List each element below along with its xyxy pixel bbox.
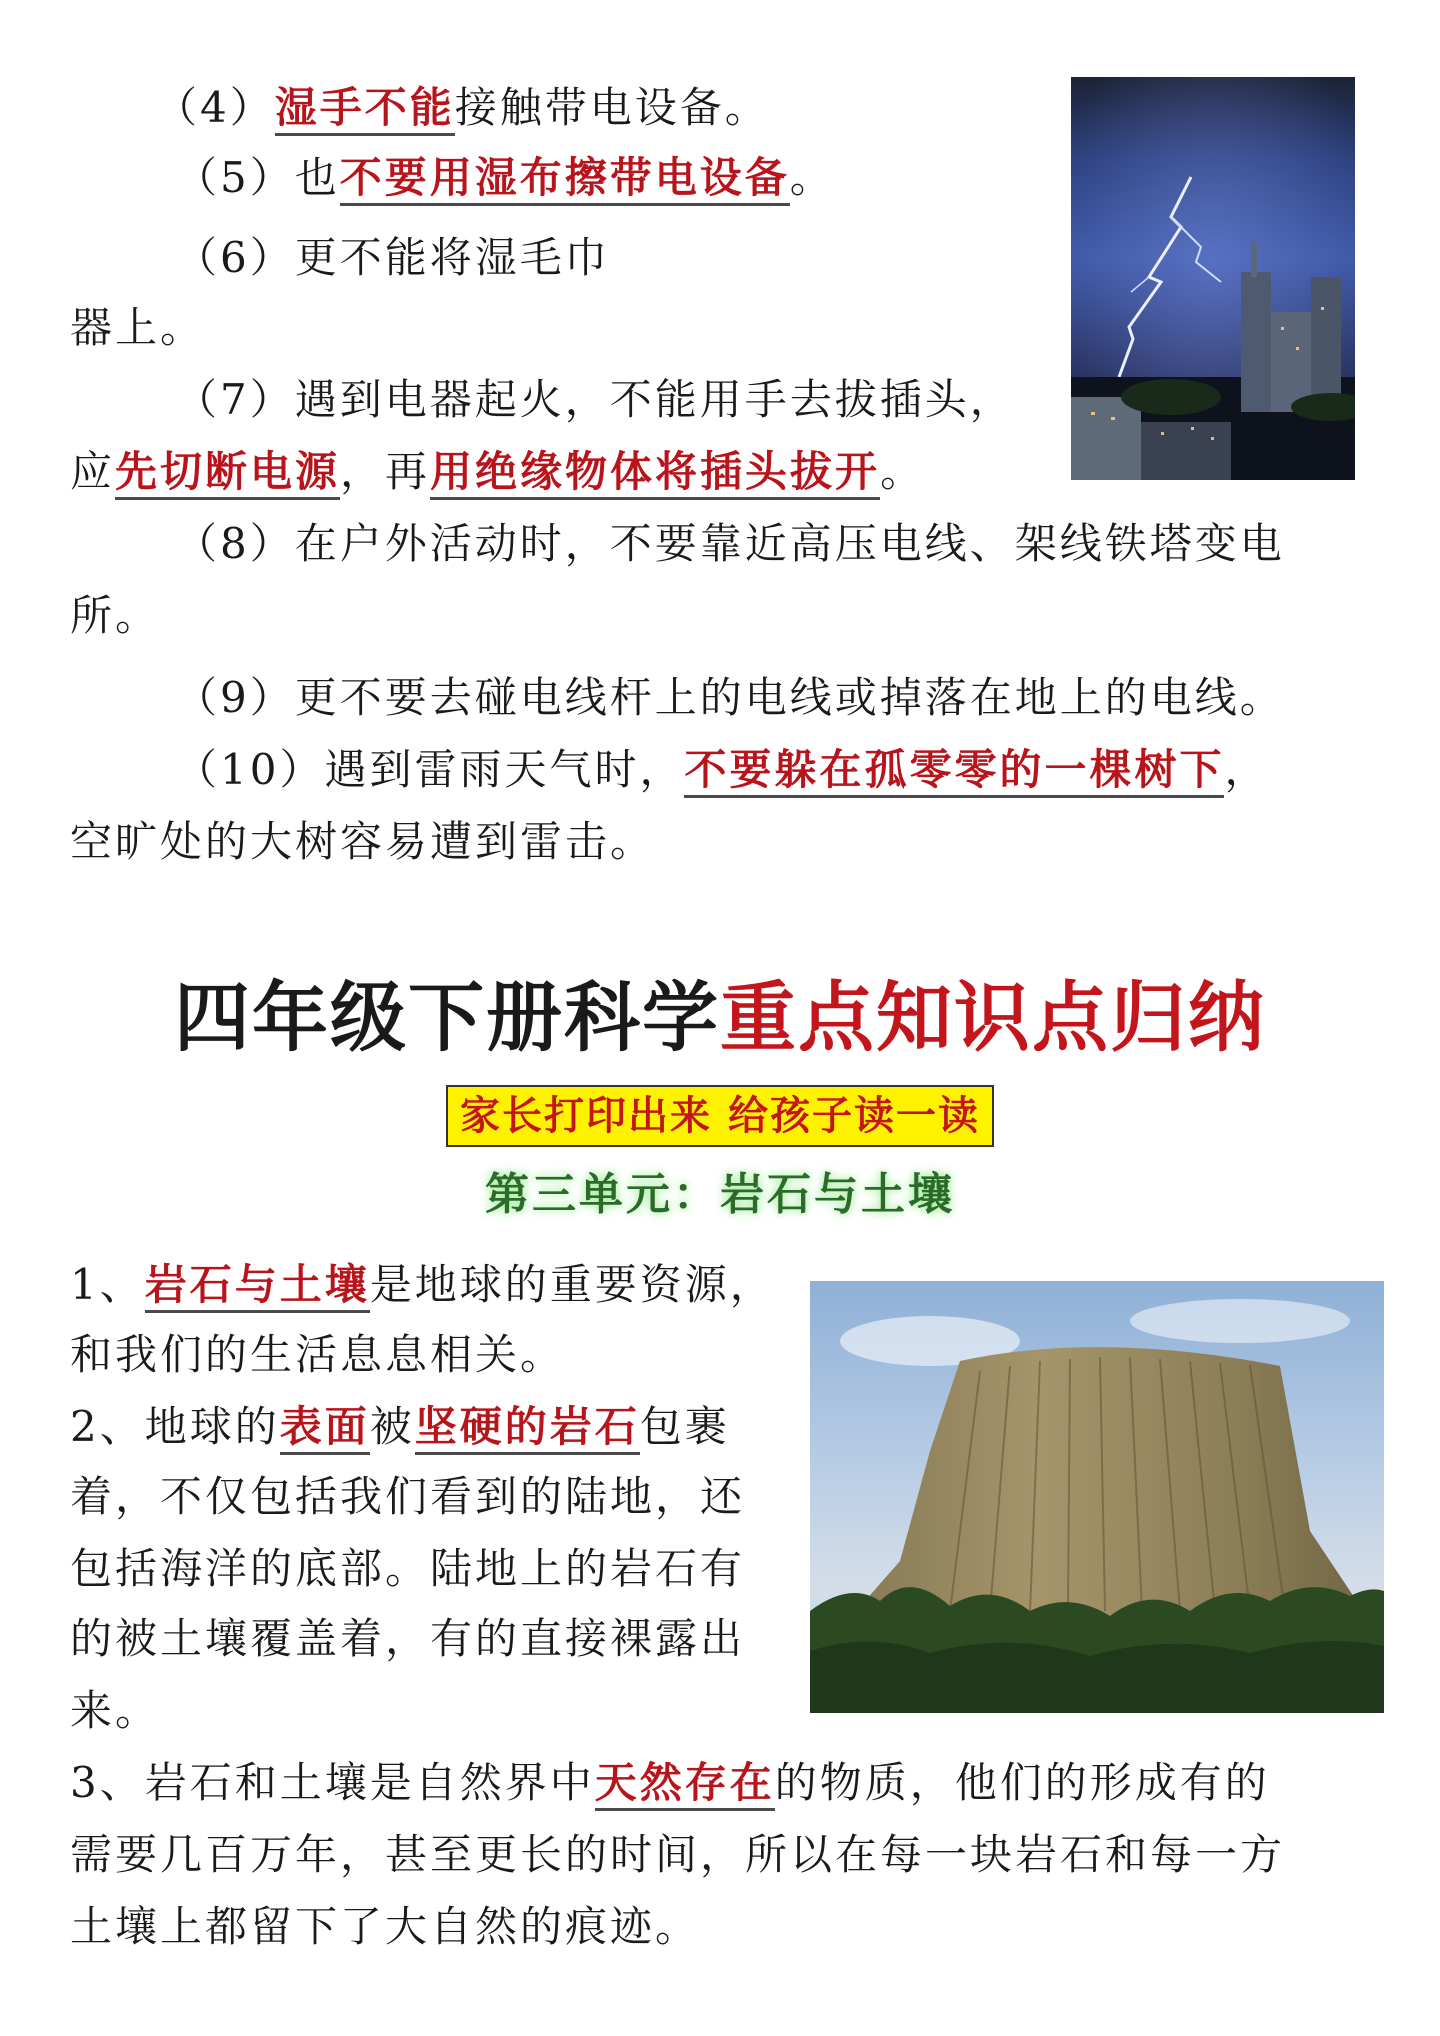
point-2-line-5	[70, 1681, 160, 1741]
point-1-emphasis: 岩石与土壤	[145, 1260, 370, 1313]
item-7-end: 。	[880, 447, 926, 496]
point-2-line-1	[70, 1397, 730, 1457]
point-3-line-2	[70, 1825, 1285, 1885]
point-1-line-2	[70, 1325, 565, 1385]
point-2-line-3	[70, 1539, 745, 1599]
item-10-text-cont: 空旷处的大树容易遭到雷击。	[70, 817, 656, 866]
point-2-pre: 2、地球的	[70, 1402, 280, 1451]
item-9-text: （9）更不要去碰电线杆上的电线或掉落在地上的电线。	[175, 673, 1285, 722]
item-10-emphasis: 不要躲在孤零零的一棵树下	[684, 745, 1224, 798]
item-5-number: （5）也	[175, 153, 340, 202]
item-7-mid: ，再	[340, 447, 431, 496]
item-10-line-2	[70, 812, 655, 872]
devils-tower-photo	[810, 1281, 1384, 1713]
point-3-emphasis: 天然存在	[595, 1758, 775, 1811]
point-3-line-1	[70, 1753, 1270, 1813]
item-8-line-2	[70, 586, 160, 646]
point-3-text: 的物质，他们的形成有的	[774, 1758, 1270, 1807]
point-1-number: 1、	[70, 1260, 145, 1309]
item-7-line-2	[70, 442, 925, 502]
banner-container	[0, 1085, 1440, 1147]
point-3-line-3	[70, 1897, 700, 1957]
item-5-text: 。	[789, 153, 835, 202]
title-black-part: 四年级下册科学	[174, 973, 720, 1062]
point-2-emphasis-1: 表面	[280, 1402, 370, 1455]
item-4-text: 接触带电设备。	[454, 83, 770, 132]
item-10-pre: （10）遇到雷雨天气时，	[175, 745, 685, 794]
item-4-emphasis: 湿手不能	[275, 83, 455, 136]
item-6-line-2	[70, 298, 205, 358]
point-2-mid: 被	[369, 1402, 415, 1451]
item-6-text-cont: 器上。	[70, 303, 206, 352]
item-7-text: （7）遇到电器起火，不能用手去拔插头，	[175, 375, 1015, 424]
page-title	[0, 968, 1440, 1068]
item-10-end: ，	[1224, 745, 1270, 794]
point-3-text-3: 土壤上都留下了大自然的痕迹。	[70, 1902, 701, 1951]
point-1-text: 是地球的重要资源，	[369, 1260, 775, 1309]
point-1-line-1	[70, 1255, 775, 1315]
point-2-line-4	[70, 1609, 745, 1669]
point-2-emphasis-2: 坚硬的岩石	[415, 1402, 640, 1455]
point-1-text-cont: 和我们的生活息息相关。	[70, 1330, 566, 1379]
item-7-emphasis-1: 先切断电源	[115, 447, 340, 500]
item-7-emphasis-2: 用绝缘物体将插头拔开	[430, 447, 880, 500]
point-3-text-2: 需要几百万年，甚至更长的时间，所以在每一块岩石和每一方	[70, 1830, 1286, 1879]
item-6-text: （6）更不能将湿毛巾	[175, 233, 610, 282]
point-2-text-4: 的被土壤覆盖着，有的直接裸露出	[70, 1614, 746, 1663]
point-2-text: 包裹	[639, 1402, 730, 1451]
point-2-line-2	[70, 1467, 745, 1527]
item-5	[175, 148, 835, 208]
item-4-number: （4）	[155, 83, 275, 132]
point-2-text-5: 来。	[70, 1686, 161, 1735]
item-8-text: （8）在户外活动时，不要靠近高压电线、架线铁塔变电	[175, 519, 1285, 568]
item-8-text-cont: 所。	[70, 591, 161, 640]
title-red-part: 重点知识点归纳	[720, 973, 1266, 1062]
item-10-line-1	[175, 740, 1269, 800]
unit-title: 第三单元：岩石与土壤	[485, 1169, 955, 1220]
point-3-pre: 3、岩石和土壤是自然界中	[70, 1758, 595, 1807]
item-8-line-1	[175, 514, 1285, 574]
lightning-illustration	[1071, 77, 1355, 480]
rock-illustration	[810, 1281, 1384, 1713]
item-9	[175, 668, 1285, 728]
item-4	[155, 78, 770, 138]
item-7-pre: 应	[70, 447, 116, 496]
lightning-city-photo	[1071, 77, 1355, 480]
item-5-emphasis: 不要用湿布擦带电设备	[340, 153, 790, 206]
print-banner: 家长打印出来 给孩子读一读	[446, 1085, 994, 1147]
item-6-line-1	[175, 228, 610, 288]
point-2-text-3: 包括海洋的底部。陆地上的岩石有	[70, 1544, 746, 1593]
item-7-line-1	[175, 370, 1015, 430]
point-2-text-2: 着，不仅包括我们看到的陆地，还	[70, 1472, 746, 1521]
